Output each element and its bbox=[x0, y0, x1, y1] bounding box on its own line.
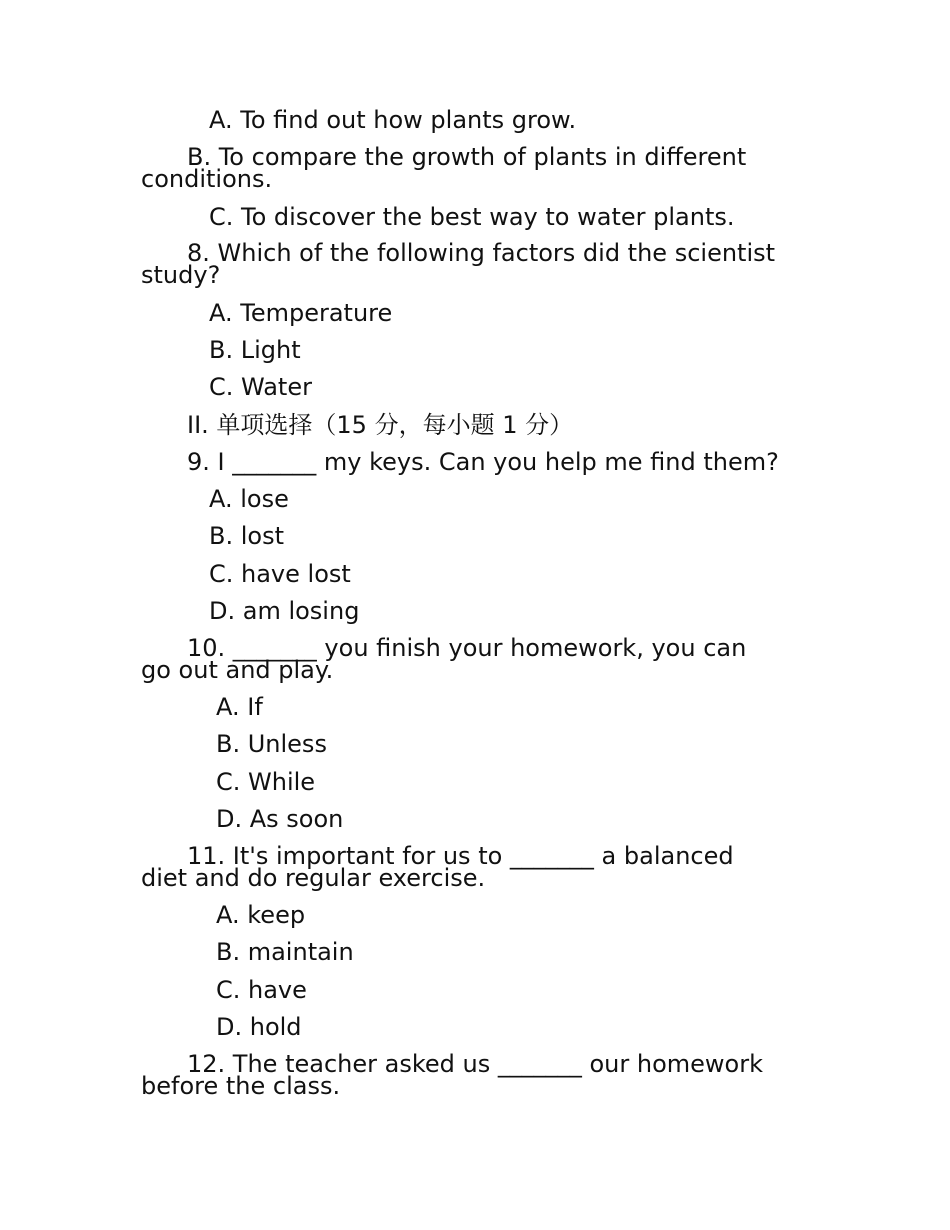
q8-option-c: C. Water bbox=[209, 373, 312, 401]
section-2-heading: II. 单项选择（15 分，每小题 1 分） bbox=[187, 411, 574, 439]
q11-option-b: B. maintain bbox=[216, 938, 354, 966]
q7-option-a: A. To find out how plants grow. bbox=[209, 106, 577, 134]
q10-option-d: D. As soon bbox=[216, 805, 344, 833]
q9-option-c: C. have lost bbox=[209, 560, 351, 588]
q7-option-c: C. To discover the best way to water plants. bbox=[209, 203, 735, 231]
q8-option-b: B. Light bbox=[209, 336, 301, 364]
q12-stem: 12. The teacher asked us _______ our homework before the class. bbox=[141, 1050, 763, 1100]
q11-stem: 11. It's important for us to _______ a balanced diet and do regular exercise. bbox=[141, 842, 734, 892]
q10-option-c: C. While bbox=[216, 768, 316, 796]
q7-option-b: B. To compare the growth of plants in different conditions. bbox=[141, 143, 747, 193]
q8-option-a: A. Temperature bbox=[209, 299, 393, 327]
q11-option-a: A. keep bbox=[216, 901, 306, 929]
q9-stem: 9. I _______ my keys. Can you help me find them? bbox=[187, 448, 779, 476]
q9-option-b: B. lost bbox=[209, 522, 284, 550]
q9-option-a: A. lose bbox=[209, 485, 289, 513]
q8-stem: 8. Which of the following factors did the scientist study? bbox=[141, 239, 776, 289]
q10-option-a: A. If bbox=[216, 693, 263, 721]
q10-stem: 10. _______ you finish your homework, you can go out and play. bbox=[141, 634, 747, 684]
q10-option-b: B. Unless bbox=[216, 730, 327, 758]
q11-option-c: C. have bbox=[216, 976, 307, 1004]
q11-option-d: D. hold bbox=[216, 1013, 302, 1041]
q9-option-d: D. am losing bbox=[209, 597, 360, 625]
